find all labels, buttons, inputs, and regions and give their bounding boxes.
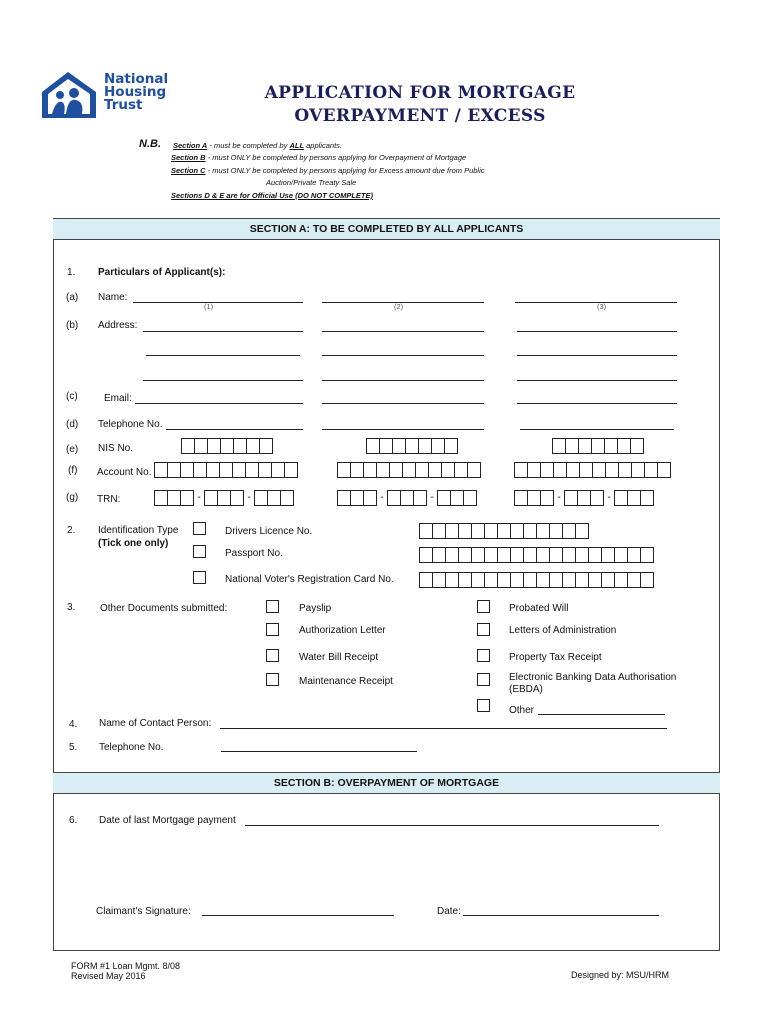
property-tax-checkbox[interactable] — [477, 649, 490, 662]
payslip-label: Payslip — [299, 603, 332, 614]
address-field-3b[interactable] — [517, 355, 677, 356]
address-field-2b[interactable] — [322, 355, 484, 356]
note-section-a: Section A - must be completed by ALL applicants. — [173, 141, 342, 150]
page-title: APPLICATION FOR MORTGAGE OVERPAYMENT / EXCESS — [264, 83, 576, 126]
item2-sub: (Tick one only) — [98, 538, 169, 549]
trn-field-2[interactable]: - - — [338, 490, 477, 506]
nis-number: (e) — [66, 444, 79, 455]
account-field-1[interactable] — [155, 462, 298, 478]
other-checkbox[interactable] — [477, 699, 490, 712]
nht-logo — [38, 70, 190, 120]
address-field-1b[interactable] — [146, 355, 300, 356]
account-field-3[interactable] — [515, 462, 671, 478]
note-section-c: Section C - must ONLY be completed by persons applying for Excess amount due from Public — [171, 166, 485, 175]
mortgage-payment-label: Date of last Mortgage payment — [99, 815, 236, 826]
name-number: (a) — [66, 292, 79, 303]
other-label: Other — [509, 705, 535, 716]
date-label: Date: — [437, 906, 461, 917]
note-section-c-cont: Auction/Private Treaty Sale — [266, 178, 357, 187]
voter-card-label: National Voter's Registration Card No. — [225, 574, 394, 585]
authorization-letter-checkbox[interactable] — [266, 623, 279, 636]
mortgage-payment-field[interactable] — [245, 825, 659, 826]
passport-label: Passport No. — [225, 548, 283, 559]
drivers-licence-label: Drivers Licence No. — [225, 526, 313, 537]
item1-number: 1. — [67, 267, 76, 278]
address-field-3a[interactable] — [517, 331, 677, 332]
probated-will-checkbox[interactable] — [477, 600, 490, 613]
email-field-1[interactable] — [135, 403, 303, 404]
signature-label: Claimant's Signature: — [96, 906, 191, 917]
section-b-heading: SECTION B: OVERPAYMENT OF MORTGAGE — [53, 772, 720, 794]
drivers-licence-field[interactable] — [420, 523, 589, 539]
contact-person-field[interactable] — [220, 728, 667, 729]
item2-number: 2. — [67, 525, 76, 536]
address-field-1c[interactable] — [143, 380, 303, 381]
voter-card-checkbox[interactable] — [193, 571, 206, 584]
telephone-field-3[interactable] — [520, 429, 674, 430]
account-number: (f) — [68, 465, 78, 476]
drivers-licence-checkbox[interactable] — [193, 522, 206, 535]
water-bill-label: Water Bill Receipt — [299, 652, 379, 663]
trn-field-3[interactable]: - - — [515, 490, 654, 506]
passport-checkbox[interactable] — [193, 545, 206, 558]
authorization-letter-label: Authorization Letter — [299, 625, 386, 636]
note-section-b: Section B - must ONLY be completed by persons applying for Overpayment of Mortgage — [171, 153, 467, 162]
property-tax-label: Property Tax Receipt — [509, 652, 602, 663]
section-a-heading: SECTION A: TO BE COMPLETED BY ALL APPLICANTS — [53, 218, 720, 240]
applicant-number-3: (3) — [597, 302, 607, 311]
passport-field[interactable] — [420, 547, 654, 563]
voter-card-field[interactable] — [420, 572, 654, 588]
nb-label: N.B. — [139, 138, 161, 150]
item4-number: 4. — [69, 719, 78, 730]
name-field-1[interactable] — [133, 302, 303, 303]
name-field-3[interactable] — [515, 302, 677, 303]
applicant-number-2: (2) — [394, 302, 404, 311]
house-logo-icon — [38, 70, 100, 120]
email-number: (c) — [66, 391, 78, 402]
account-field-2[interactable] — [338, 462, 481, 478]
maintenance-receipt-checkbox[interactable] — [266, 673, 279, 686]
telephone-field-1[interactable] — [166, 429, 303, 430]
letters-admin-label: Letters of Administration — [509, 625, 617, 636]
contact-person-label: Name of Contact Person: — [99, 718, 212, 729]
nis-field-3[interactable] — [553, 438, 644, 454]
address-field-1a[interactable] — [143, 331, 303, 332]
designed-by: Designed by: MSU/HRM — [571, 970, 670, 980]
trn-field-1[interactable]: - - — [155, 490, 294, 506]
trn-label: TRN: — [97, 494, 121, 505]
contact-telephone-label: Telephone No. — [99, 742, 164, 753]
water-bill-checkbox[interactable] — [266, 649, 279, 662]
ebda-checkbox[interactable] — [477, 673, 490, 686]
date-field[interactable] — [463, 915, 659, 916]
ebda-label-abbr: (EBDA) — [509, 684, 543, 695]
account-label: Account No. — [97, 467, 152, 478]
nis-field-2[interactable] — [367, 438, 458, 454]
telephone-number: (d) — [66, 419, 79, 430]
item1-label: Particulars of Applicant(s): — [98, 267, 226, 278]
payslip-checkbox[interactable] — [266, 600, 279, 613]
item6-number: 6. — [69, 815, 78, 826]
telephone-field-2[interactable] — [322, 429, 484, 430]
item3-number: 3. — [67, 602, 76, 613]
email-field-2[interactable] — [322, 403, 484, 404]
probated-will-label: Probated Will — [509, 603, 569, 614]
item5-number: 5. — [69, 742, 78, 753]
name-label: Name: — [98, 292, 128, 303]
address-number: (b) — [66, 320, 79, 331]
form-code: FORM #1 Loan Mgmt. 8/08 Revised May 2016 — [71, 961, 181, 981]
address-field-2c[interactable] — [322, 380, 484, 381]
address-field-3c[interactable] — [517, 380, 677, 381]
letters-admin-checkbox[interactable] — [477, 623, 490, 636]
telephone-label: Telephone No. — [98, 419, 163, 430]
signature-field[interactable] — [202, 915, 394, 916]
trn-number: (g) — [66, 492, 79, 503]
ebda-label: Electronic Banking Data Authorisation — [509, 672, 677, 683]
address-field-2a[interactable] — [322, 331, 484, 332]
item3-label: Other Documents submitted: — [100, 603, 228, 614]
contact-telephone-field[interactable] — [221, 751, 417, 752]
nis-label: NIS No. — [98, 443, 134, 454]
item2-label: Identification Type — [98, 525, 179, 536]
logo-text: National Housing Trust — [104, 71, 169, 113]
applicant-number-1: (1) — [204, 302, 214, 311]
maintenance-receipt-label: Maintenance Receipt — [299, 676, 393, 687]
email-field-3[interactable] — [517, 403, 677, 404]
note-sections-de: Sections D & E are for Official Use (DO NOT COMPLETE) — [171, 191, 373, 200]
email-label: Email: — [104, 393, 132, 404]
address-label: Address: — [98, 320, 138, 331]
nis-field-1[interactable] — [182, 438, 273, 454]
other-field[interactable] — [538, 714, 665, 715]
